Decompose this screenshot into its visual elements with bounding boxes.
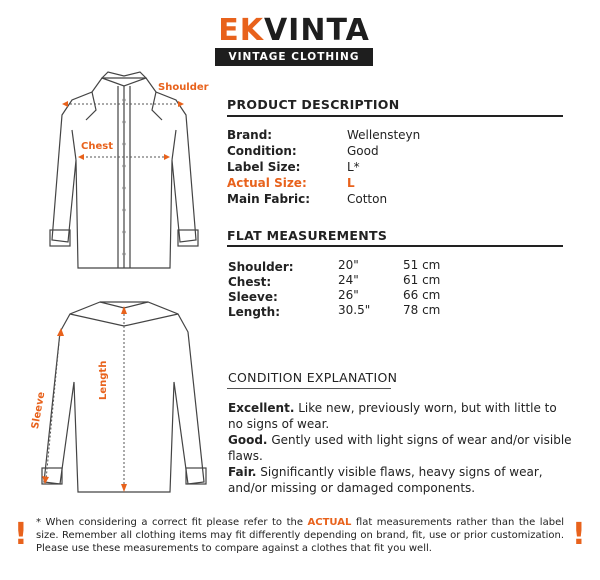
brand-logo <box>214 14 374 66</box>
main-fabric-value: Cotton <box>347 192 388 206</box>
condition-term: Good. <box>228 433 268 447</box>
condition-text: Like new, previously worn, but with little to no signs of wear. <box>228 401 557 431</box>
fit-note-after: flat measurements rather than the label size. Remember all clothing items may fit differently depending on brand, fit, use or prior customization. Please use these measurements to compare against a clothes that fit you well. <box>36 517 564 554</box>
brand-label: Brand: <box>227 128 273 142</box>
condition-text: Significantly visible flaws, heavy signs of wear, and/or missing or damaged components. <box>228 465 543 495</box>
condition-excellent <box>228 400 574 432</box>
measurement-label: Shoulder: <box>228 260 294 274</box>
condition-label: Condition: <box>227 144 297 158</box>
product-description-rule <box>227 115 563 117</box>
condition-fair <box>228 464 574 496</box>
condition-explanation-rule <box>227 388 391 389</box>
flat-measurements-rule <box>227 245 563 247</box>
measurement-cm: 78 cm <box>403 303 441 317</box>
actual-size-value: L <box>347 176 355 190</box>
chest-label: Chest <box>81 141 113 152</box>
exclamation-icon-right: ! <box>572 517 586 552</box>
shoulder-label: Shoulder <box>158 82 209 93</box>
condition-term: Excellent. <box>228 401 295 415</box>
shirt-back-diagram <box>30 292 220 502</box>
logo-ek: EK <box>218 13 264 48</box>
logo-subtitle: VINTAGE CLOTHING <box>215 48 373 66</box>
brand-value: Wellensteyn <box>347 128 421 142</box>
condition-text: Gently used with light signs of wear and/or visible flaws. <box>228 433 572 463</box>
flat-measurements-title: FLAT MEASUREMENTS <box>227 228 388 243</box>
measurement-inches: 24" <box>338 273 359 287</box>
measurement-inches: 26" <box>338 288 359 302</box>
measurement-cm: 66 cm <box>403 288 441 302</box>
measurement-label: Sleeve: <box>228 290 278 304</box>
label-size-value: L* <box>347 160 360 174</box>
label-size-label: Label Size: <box>227 160 301 174</box>
fit-note-highlight: ACTUAL <box>307 517 352 528</box>
fit-note <box>36 516 564 555</box>
exclamation-icon-left: ! <box>14 517 28 552</box>
shirt-front-diagram <box>30 60 220 280</box>
fit-note-before: * When considering a correct fit please refer to the <box>36 517 308 528</box>
product-description-title: PRODUCT DESCRIPTION <box>227 97 400 112</box>
condition-value: Good <box>347 144 379 158</box>
measurement-inches: 20" <box>338 258 359 272</box>
condition-term: Fair. <box>228 465 257 479</box>
condition-explanation-title: CONDITION EXPLANATION <box>228 370 398 385</box>
condition-good <box>228 432 574 464</box>
main-fabric-label: Main Fabric: <box>227 192 310 206</box>
length-label: Length <box>98 360 109 400</box>
logo-wordmark <box>214 14 374 48</box>
sleeve-label: Sleeve <box>30 391 48 430</box>
measurement-cm: 51 cm <box>403 258 441 272</box>
measurement-cm: 61 cm <box>403 273 441 287</box>
logo-vinta: VINTA <box>263 13 370 48</box>
measurement-inches: 30.5" <box>338 303 371 317</box>
measurement-label: Length: <box>228 305 280 319</box>
actual-size-label: Actual Size: <box>227 176 307 190</box>
measurement-label: Chest: <box>228 275 272 289</box>
